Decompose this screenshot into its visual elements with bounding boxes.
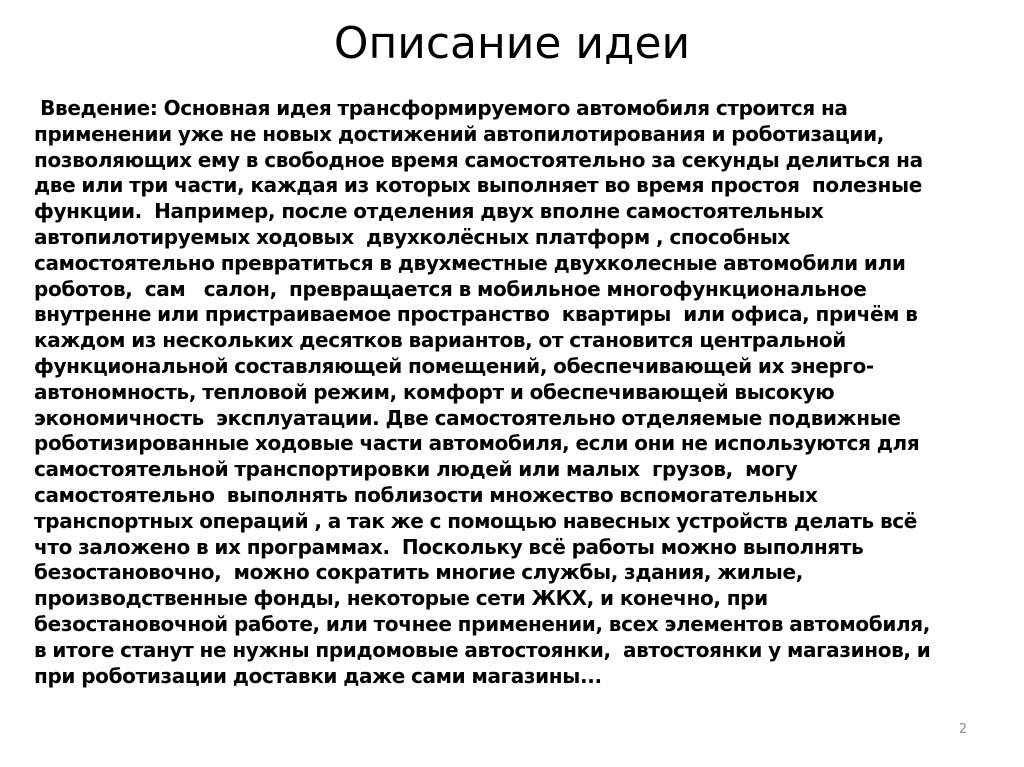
body-line: роботов, сам салон, превращается в мобильное многофункциональное: [34, 276, 867, 301]
body-line: что заложено в их программах. Поскольку всё работы можно выполнять: [34, 534, 864, 559]
slide-body-text: [34, 96, 1009, 689]
body-line: каждом из нескольких десятков вариантов, от становится центральной: [34, 328, 846, 353]
body-line: функции. Например, после отделения двух вполне самостоятельных: [34, 199, 824, 224]
page-number: 2: [958, 722, 968, 737]
body-line: безостановочно, можно сократить многие службы, здания, жилые,: [34, 560, 803, 585]
slide-title: Описание идеи: [333, 18, 691, 69]
body-line: производственные фонды, некоторые сети ЖКХ, и конечно, при: [34, 586, 768, 611]
body-line: Введение: Основная идея трансформируемого автомобиля строится на: [34, 96, 848, 120]
body-line: самостоятельно выполнять поблизости множество вспомогательных: [34, 482, 818, 507]
body-line: самостоятельной транспортировки людей или малых грузов, могу: [34, 457, 798, 482]
body-line: транспортных операций , а так же с помощью навесных устройств делать всё: [34, 508, 917, 533]
body-line: применении уже не новых достижений автопилотирования и роботизации,: [34, 121, 884, 146]
body-line: автопилотируемых ходовых двухколёсных платформ , способных: [34, 224, 790, 249]
body-line: экономичность эксплуатации. Две самостоятельно отделяемые подвижные: [34, 405, 901, 430]
body-line: роботизированные ходовые части автомобиля, если они не используются для: [34, 431, 920, 456]
body-line: функциональной составляющей помещений, обеспечивающей их энерго-: [34, 353, 874, 378]
body-line: внутренне или пристраиваемое пространство квартиры или офиса, причём в: [34, 302, 918, 327]
body-line: самостоятельно превратиться в двухместные двухколесные автомобили или: [34, 250, 906, 275]
body-line: при роботизации доставки даже сами магазины...: [34, 663, 602, 688]
body-line: в итоге станут не нужны придомовые автостоянки, автостоянки у магазинов, и: [34, 637, 931, 662]
body-line: две или три части, каждая из которых выполняет во время простоя полезные: [34, 173, 922, 198]
body-line: автономность, тепловой режим, комфорт и обеспечивающей высокую: [34, 379, 835, 404]
body-line: позволяющих ему в свободное время самостоятельно за секунды делиться на: [34, 147, 923, 172]
body-line: безостановочной работе, или точнее применении, всех элементов автомобиля,: [34, 611, 931, 636]
